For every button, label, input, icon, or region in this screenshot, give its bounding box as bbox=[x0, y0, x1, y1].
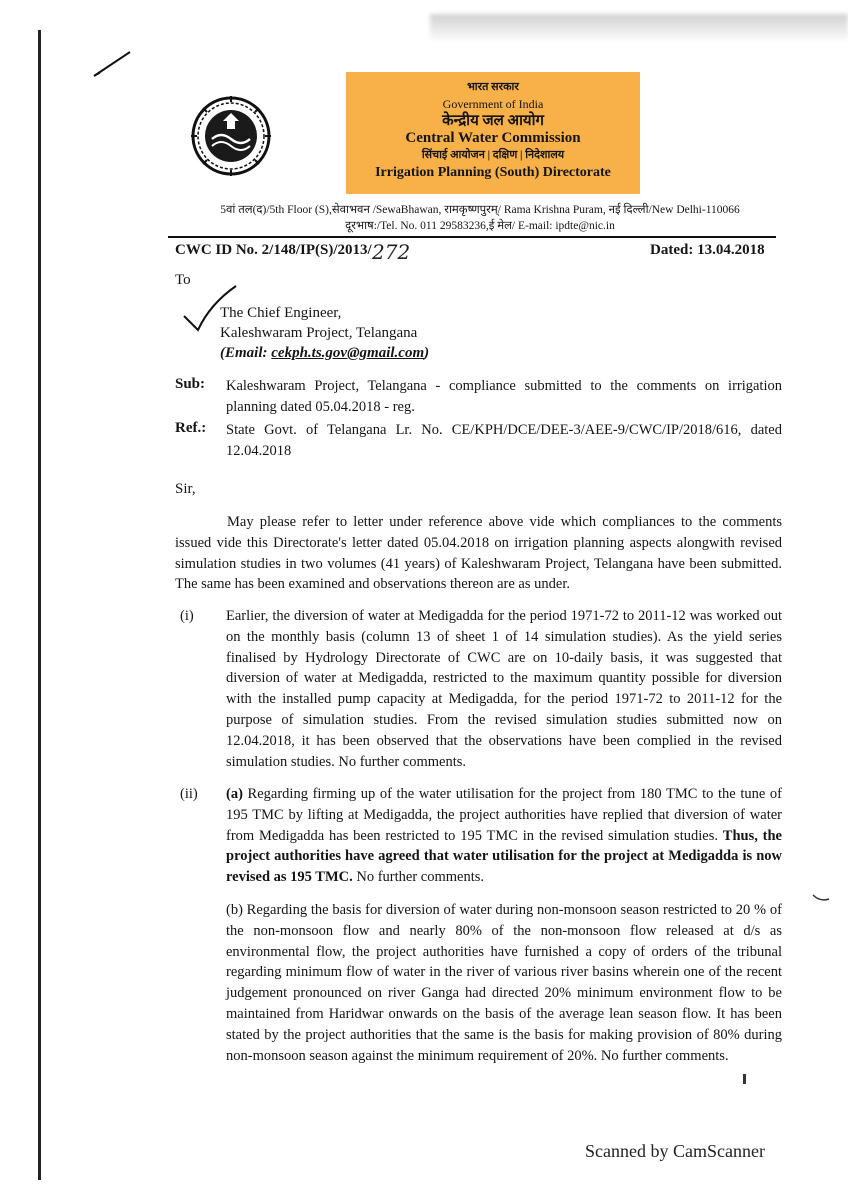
cwc-id-number: CWC ID No. 2/148/IP(S)/2013/ bbox=[175, 242, 372, 258]
addressee-email-link[interactable]: cekph.ts.gov@gmail.com bbox=[271, 345, 425, 361]
letterhead-box bbox=[346, 72, 640, 194]
letterhead-hindi-cwc: केन्द्रीय जल आयोग bbox=[442, 113, 544, 129]
address-line: 5वां तल(द)/5th Floor (S),सेवाभवन /SewaBhawan, रामकृष्णपुरम्/ Rama Krishna Puram, नई दिल्ली/New Delhi-110066 bbox=[220, 204, 740, 216]
letter-date: Dated: 13.04.2018 bbox=[650, 242, 765, 258]
handwritten-dispatch-number: 272 bbox=[372, 240, 411, 264]
reference-text: State Govt. of Telangana Lr. No. CE/KPH/DCE/DEE-3/AEE-9/CWC/IP/2018/616, dated 12.04.2018 bbox=[226, 422, 782, 459]
scan-shadow-top bbox=[430, 14, 848, 40]
item-ii-a-bold: Thus, the project authorities have agreed that water utilisation for the project at Medigadda is now revised as 195 TMC. bbox=[226, 827, 782, 886]
letterhead-directorate: Irrigation Planning (South) Directorate bbox=[375, 165, 611, 180]
item-i-number: (i) bbox=[180, 608, 194, 624]
cwc-emblem-logo bbox=[190, 95, 272, 177]
salutation: Sir, bbox=[175, 481, 196, 497]
item-ii-a-paragraph bbox=[226, 784, 782, 888]
addressee-title: The Chief Engineer, bbox=[220, 305, 342, 321]
addressee-email-line bbox=[220, 343, 429, 363]
addressee-block bbox=[220, 303, 429, 363]
item-i-text: Earlier, the diversion of water at Medigadda for the period 1971-72 to 2011-12 was worked out on the monthly basis (column 13 of sheet 1 of 14 simulation studies). As the yield series finalised by Hydrology Directorate of CWC are on 10-daily basis, it was suggested that diversion of water at Medigadda, restricted to the maximum quantity possible for diversion with the installed pump capacity at Medigadda, for the period 1971-72 to 2011-12 for the purpose of simulation studies. From the revised simulation studies submitted now on 12.04.2018, it has been observed that the observations have been complied in the revised simulation studies. No further comments. bbox=[226, 608, 782, 770]
intro-paragraph: May please refer to letter under reference above vide which compliances to the comments issued vide this Directorate's letter dated 05.04.2018 on irrigation planning aspects alongwith revised simulation studies in two volumes (41 years) of Kaleshwaram Project, Telangana have been submitted. The same has been examined and observations thereon are as under. bbox=[175, 514, 782, 593]
email-prefix: (Email: bbox=[220, 345, 272, 361]
margin-dot bbox=[743, 1074, 746, 1084]
letterhead-government-of-india: Government of India bbox=[442, 97, 544, 111]
scan-edge-left bbox=[38, 30, 41, 1180]
item-ii-b-paragraph: (b) Regarding the basis for diversion of water during non-monsoon season restricted to 20 % of the non-monsoon flow and nearly 80% of the non-monsoon flow released at d/s as environmental flow, the project authorities have furnished a copy of orders of the tribunal regarding minimum flow of water in the river of various river basins wherein one of the recent judgement pronounced on river Ganga had directed 20% minimum environment flow to be maintained from Haridwar onwards on the basis of the average lean season flow. It has been stated by the project authorities that the same is the basis for making provision of 80% during non-monsoon season against the minimum requirement of 20%. No further comments. bbox=[226, 902, 782, 1064]
item-ii-a-tail: No further comments. bbox=[352, 869, 485, 886]
pen-mark bbox=[92, 48, 134, 80]
camscanner-watermark: Scanned by CamScanner bbox=[585, 1141, 765, 1161]
item-ii-a-text: Regarding firming up of the water utilisation for the project from 180 TMC to the tune of 195 TMC by lifting at Medigadda, the project authorities have replied that diversion of water from Medigadda has been restricted to 195 TMC in the revised simulation studies. bbox=[226, 786, 782, 844]
email-suffix: ) bbox=[424, 345, 430, 361]
letterhead-hindi-government: भारत सरकार bbox=[467, 81, 519, 93]
letterhead-hindi-directorate: सिंचाई आयोजन | दक्षिण | निदेशालय bbox=[421, 149, 565, 161]
reference-label: Ref.: bbox=[175, 420, 207, 436]
margin-mark bbox=[812, 893, 830, 903]
contact-line: दूरभाष:/Tel. No. 011 29583236,ई मेल/ E-mail: ipdte@nic.in bbox=[345, 220, 615, 232]
item-ii-number: (ii) bbox=[180, 786, 198, 802]
to-label: To bbox=[175, 272, 191, 288]
header-divider bbox=[168, 236, 776, 238]
item-ii-a-prefix: (a) bbox=[226, 786, 243, 802]
subject-label: Sub: bbox=[175, 376, 206, 392]
office-address bbox=[180, 202, 780, 234]
letterhead-cwc: Central Water Commission bbox=[405, 130, 581, 146]
subject-text: Kaleshwaram Project, Telangana - compliance submitted to the comments on irrigation planning dated 05.04.2018 - reg. bbox=[226, 378, 782, 415]
addressee-project: Kaleshwaram Project, Telangana bbox=[220, 325, 418, 341]
